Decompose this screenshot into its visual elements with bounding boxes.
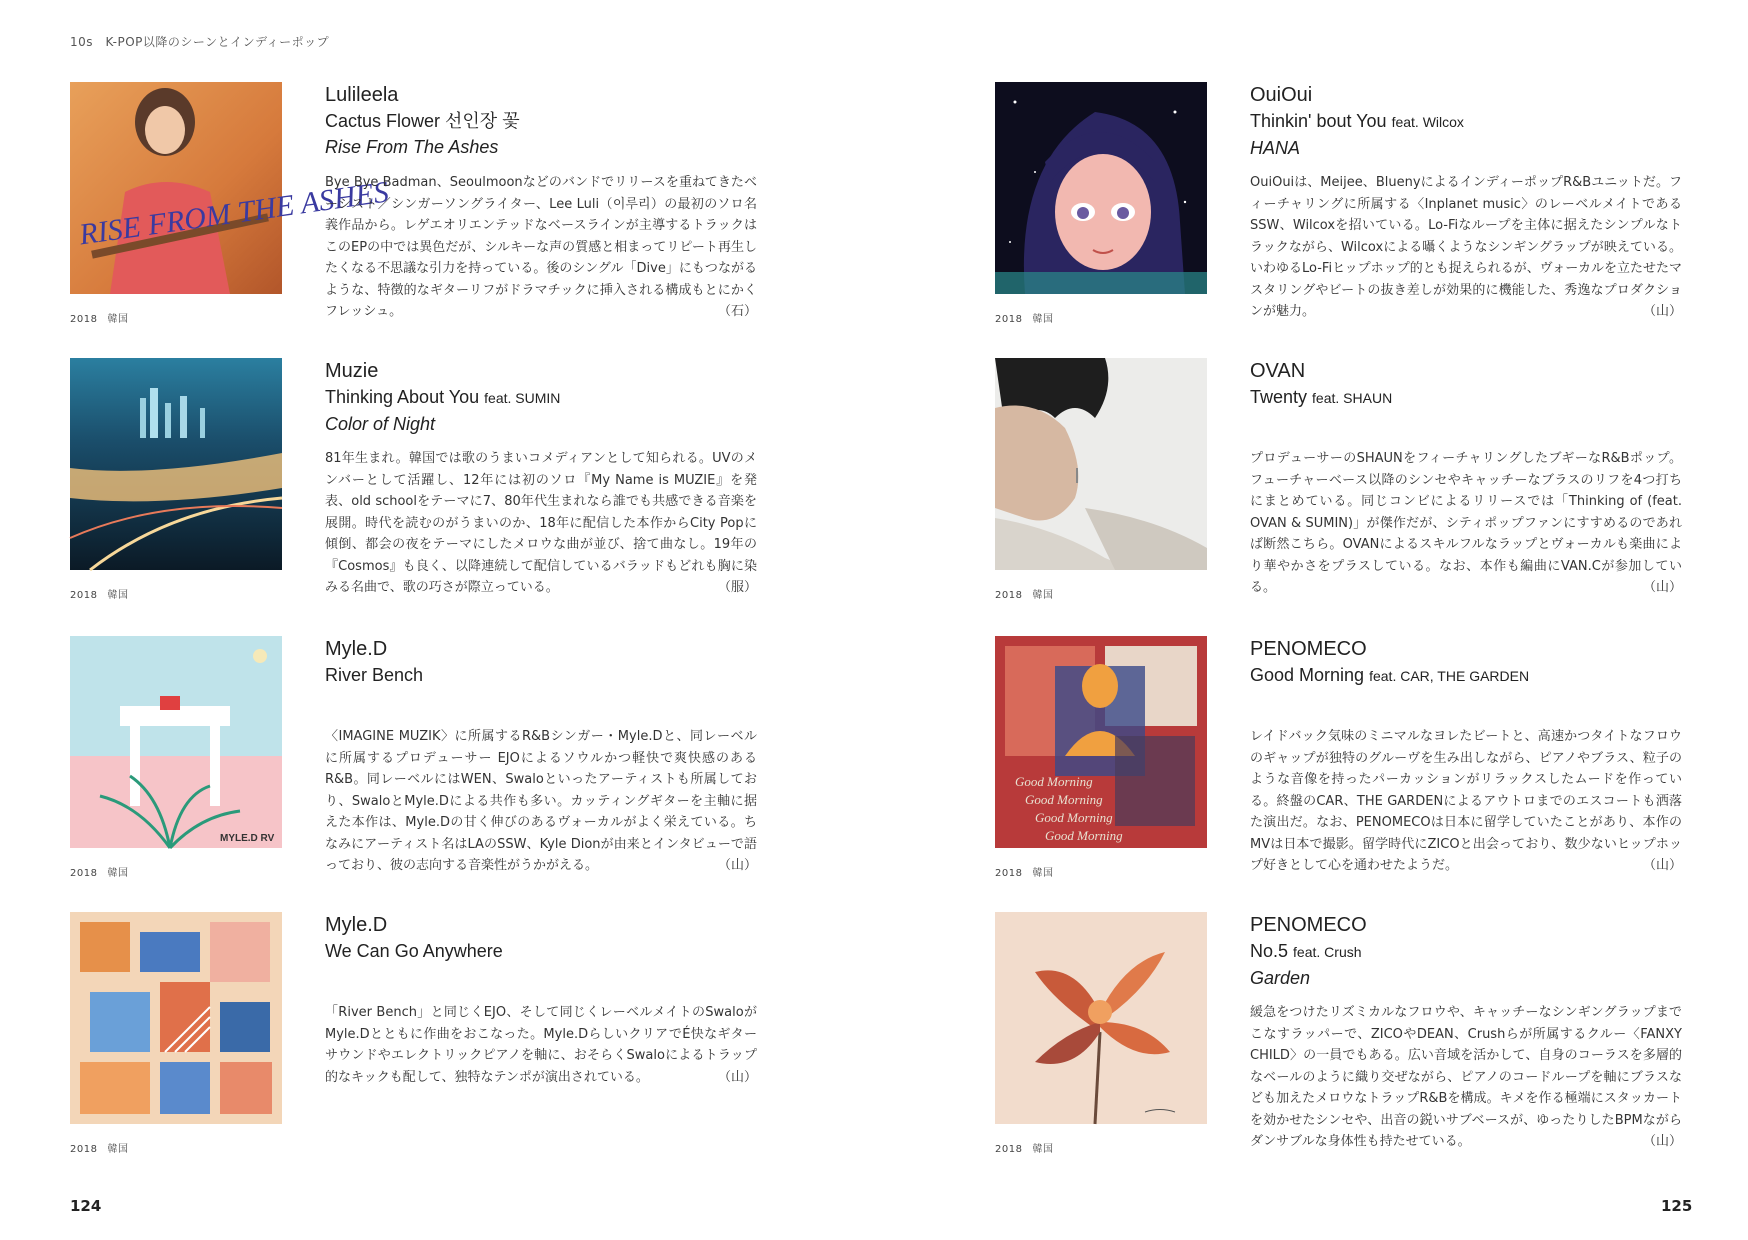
entry-info [1250,358,1682,411]
release-year: 2018 [995,314,1023,325]
release-year: 2018 [995,868,1023,879]
review-text [325,1002,757,1088]
album-cover-hana [995,82,1207,294]
album-entry [995,82,1695,352]
track-title [1250,662,1682,689]
release-country: 韓国 [107,868,129,879]
track-name: River Bench [325,665,424,685]
entry-info [325,82,757,160]
reviewer-mark: （山） [717,858,757,873]
review-body: 緩急をつけたリズミカルなフロウや、キャッチーなシンギングラップまでこなすラッパーで、ZICOやDEAN、Crushらが所属するクルー〈FANXY CHILD〉の一員でもある。広い音域を活かして、自身のコーラスを多層的なベールのように織り交ぜながら、ピアノのコードループを軸にブラスなども加えたメロウなトラップR&Bを構成。キメを作る極端にスタッカートを効かせたシンセや、出音の鋭いサブベースが、ゆったりしたBPMながらダンサブルな身体性も持たせている。 [1250,1005,1682,1149]
track-name: Cactus Flower 선인장 꽃 [325,111,520,131]
artist-name: Lulileela [325,84,399,106]
release-year: 2018 [70,590,98,601]
entry-info [1250,82,1682,161]
track-name: Thinking About You [325,387,480,407]
album-title: HANA [1250,138,1301,158]
review-text [1250,726,1682,877]
album-title: Garden [1250,968,1311,988]
featuring: feat. Wilcox [1391,114,1464,130]
release-country: 韓国 [107,1144,129,1155]
track-name: We Can Go Anywhere [325,941,503,961]
track-title [325,384,757,411]
review-text [1250,1002,1682,1153]
review-text [325,448,757,599]
review-body: 81年生まれ。韓国では歌のうまいコメディアンとして知られる。UVのメンバーとして活躍し、12年には初のソロ『My Name is MUZIE』を発表、old schoolをテーマに7、80年代生まれなら誰でも共感できる音楽を展開。時代を読むのがうまいのか、18年に配信した本作からCity Popに傾倒、都会の夜をテーマにしたメロウな曲が並び、捨て曲なし。19年の『Cosmos』も良く、以降連続して配信しているバラッドもどれも胸に染みる名曲で、歌の巧さが際立っている。 [325,451,757,595]
release-year: 2018 [70,868,98,879]
review-body: プロデューサーのSHAUNをフィーチャリングしたブギーなR&Bポップ。フューチャーベース以降のシンセやキャッチーなブラスのリフを4つ打ちにまとめている。同じコンビによるリリースでは「Thinking of (feat. OVAN & SUMIN)」が傑作だが、シティポップファンにすすめるのであれば断然こちら。OVANによるスキルフルなラップとヴォーカルも楽曲により華やかさをプラスしている。なお、本作も編曲にVAN.Cが参加している。 [1250,451,1682,595]
running-head: 10s K-POP以降のシーンとインディーポップ [70,35,330,49]
album-entry [70,82,770,352]
release-country: 韓国 [1032,314,1054,325]
album-entry [995,912,1695,1182]
track-title [325,108,757,134]
reviewer-mark: （山） [1642,304,1682,319]
track-title [325,662,757,688]
track-name: Twenty [1250,387,1308,407]
cover-title-text: Good Morning [1015,774,1093,789]
reviewer-mark: （山） [1642,580,1682,595]
track-title [325,938,757,964]
album-cover-twenty [995,358,1207,570]
track-name: Good Morning [1250,665,1365,685]
release-meta [995,586,1063,601]
entry-info [1250,912,1682,991]
cover-title-text: Good Morning [1035,810,1113,825]
release-meta [995,864,1063,879]
featuring: feat. SHAUN [1312,390,1393,406]
artist-name: OVAN [1250,360,1306,382]
reviewer-mark: （山） [1642,858,1682,873]
album-title: Color of Night [325,414,436,434]
featuring: feat. Crush [1293,944,1362,960]
artist-name: PENOMECO [1250,914,1367,936]
artist-name: OuiOui [1250,84,1313,106]
release-meta [995,310,1063,325]
release-country: 韓国 [1032,590,1054,601]
cover-title-text: Good Morning [1045,828,1123,843]
track-title [1250,938,1682,965]
page-number-right: 125 [1661,1197,1693,1215]
reviewer-mark: （山） [717,1069,757,1085]
entry-info [325,358,757,437]
release-meta [70,864,138,879]
album-entry [70,912,770,1182]
review-body: レイドバック気味のミニマルなヨレたビートと、高速かつタイトなフロウのギャップが独特のグルーヴを生み出しながら、ピアノやブラス、粒子のような音像を持ったパーカッションがリラックスしたムードを作っている。終盤のCAR、THE GARDENによるアウトロまでのエスコートも洒落た演出だ。なお、PENOMECOは日本に留学していたことがあり、本作のMVは日本で撮影。留学時代にZICOと出会っており、数少ないヒップホップ好きとして心を通わせたようだ。 [1250,729,1682,873]
album-cover-color-of-night [70,358,282,570]
review-text [325,172,757,323]
release-country: 韓国 [107,590,129,601]
album-entry [995,358,1695,628]
release-meta [995,1140,1063,1155]
release-year: 2018 [70,1144,98,1155]
album-cover-we-can-go-anywhere [70,912,282,1124]
cover-title-text: MYLE.D RV [220,833,275,844]
reviewer-mark: （山） [1642,1134,1682,1149]
release-year: 2018 [70,314,98,325]
review-body: 「River Bench」と同じくEJO、そして同じくレーベルメイトのSwaloがMyle.Dとともに作曲をおこなった。Myle.DらしいクリアでÉ快なギターサウンドやエレクトリックピアノを軸に、おそらくSwaloによるトラップ的なキックも配して、独特なテンポが演出されている。 [325,1005,757,1085]
review-body: OuiOuiは、Meijee、BluenyによるインディーポップR&Bユニットだ。フィーチャリングに所属する〈Inplanet music〉のレーベルメイトであるSSW、Wilcoxを招いている。Lo-Fiなループを主体に据えたシンプルなトラックながら、Wilcoxによる囁くようなシンギングラップが映えている。いわゆるLo-Fiヒップホップ的とも捉えられるが、ヴォーカルを立たせたマスタリングやビートの抜き差しが効果的に機能した、秀逸なプロダクションが魅力。 [1250,175,1682,319]
artist-name: Myle.D [325,914,388,936]
album-entry [70,636,770,906]
review-body: 〈IMAGINE MUZIK〉に所属するR&Bシンガー・Myle.Dと、同レーベルに所属するプロデューサー EJOによるソウルかつ軽快で爽快感のあるR&B。同レーベルにはWEN、Swaloといったアーティストも所属しており、SwaloとMyle.Dによる共作も多い。カッティングギターを主軸に据えた本作は、Myle.Dの甘く伸びのあるヴォーカルがよく栄えている。ちなみにアーティスト名はLAのSSW、Kyle Dionが由来とインタビューで語っており、彼の志向する音楽性がうかがえる。 [325,729,757,873]
release-year: 2018 [995,1144,1023,1155]
album-cover-garden [995,912,1207,1124]
release-country: 韓国 [1032,868,1054,879]
artist-name: Muzie [325,360,379,382]
release-meta [70,310,138,325]
album-entry [70,358,770,628]
featuring: feat. CAR, THE GARDEN [1369,668,1530,684]
reviewer-mark: （服） [717,580,757,595]
track-title [1250,108,1682,135]
release-country: 韓国 [107,314,129,325]
entry-info [1250,636,1682,689]
review-text [1250,172,1682,323]
featuring: feat. SUMIN [484,390,561,406]
album-title: Rise From The Ashes [325,137,499,157]
track-name: No.5 [1250,941,1289,961]
review-text [325,726,757,877]
release-meta [70,586,138,601]
reviewer-mark: （石） [717,304,757,319]
cover-title-text: RISE FROM THE ASHES [77,175,391,252]
album-entry [995,636,1695,906]
review-text [1250,448,1682,599]
release-year: 2018 [995,590,1023,601]
album-cover-river-bench [70,636,282,848]
cover-title-text: Good Morning [1025,792,1103,807]
album-cover-good-morning [995,636,1207,848]
release-meta [70,1140,138,1155]
review-body: Bye Bye Badman、Seoulmoonなどのバンドでリリースを重ねてきたベーシスト／シンガーソングライター、Lee Luli（이루리）の最初のソロ名義作品から。レゲエオリエンテッドなベースラインが主導するトラックはこのEPの中では異色だが、シルキーな声の質感と相まってリピート再生したくなる不思議な引力を持っている。後のシングル「Dive」にもつながるような、特徴的なギターリフがドラマチックに挿入される構成もとにかくフレッシュ。 [325,175,757,319]
release-country: 韓国 [1032,1144,1054,1155]
track-name: Thinkin' bout You [1250,111,1387,131]
entry-info [325,636,757,688]
track-title [1250,384,1682,411]
page-number-left: 124 [70,1197,102,1215]
entry-info [325,912,757,964]
artist-name: PENOMECO [1250,638,1367,660]
artist-name: Myle.D [325,638,388,660]
